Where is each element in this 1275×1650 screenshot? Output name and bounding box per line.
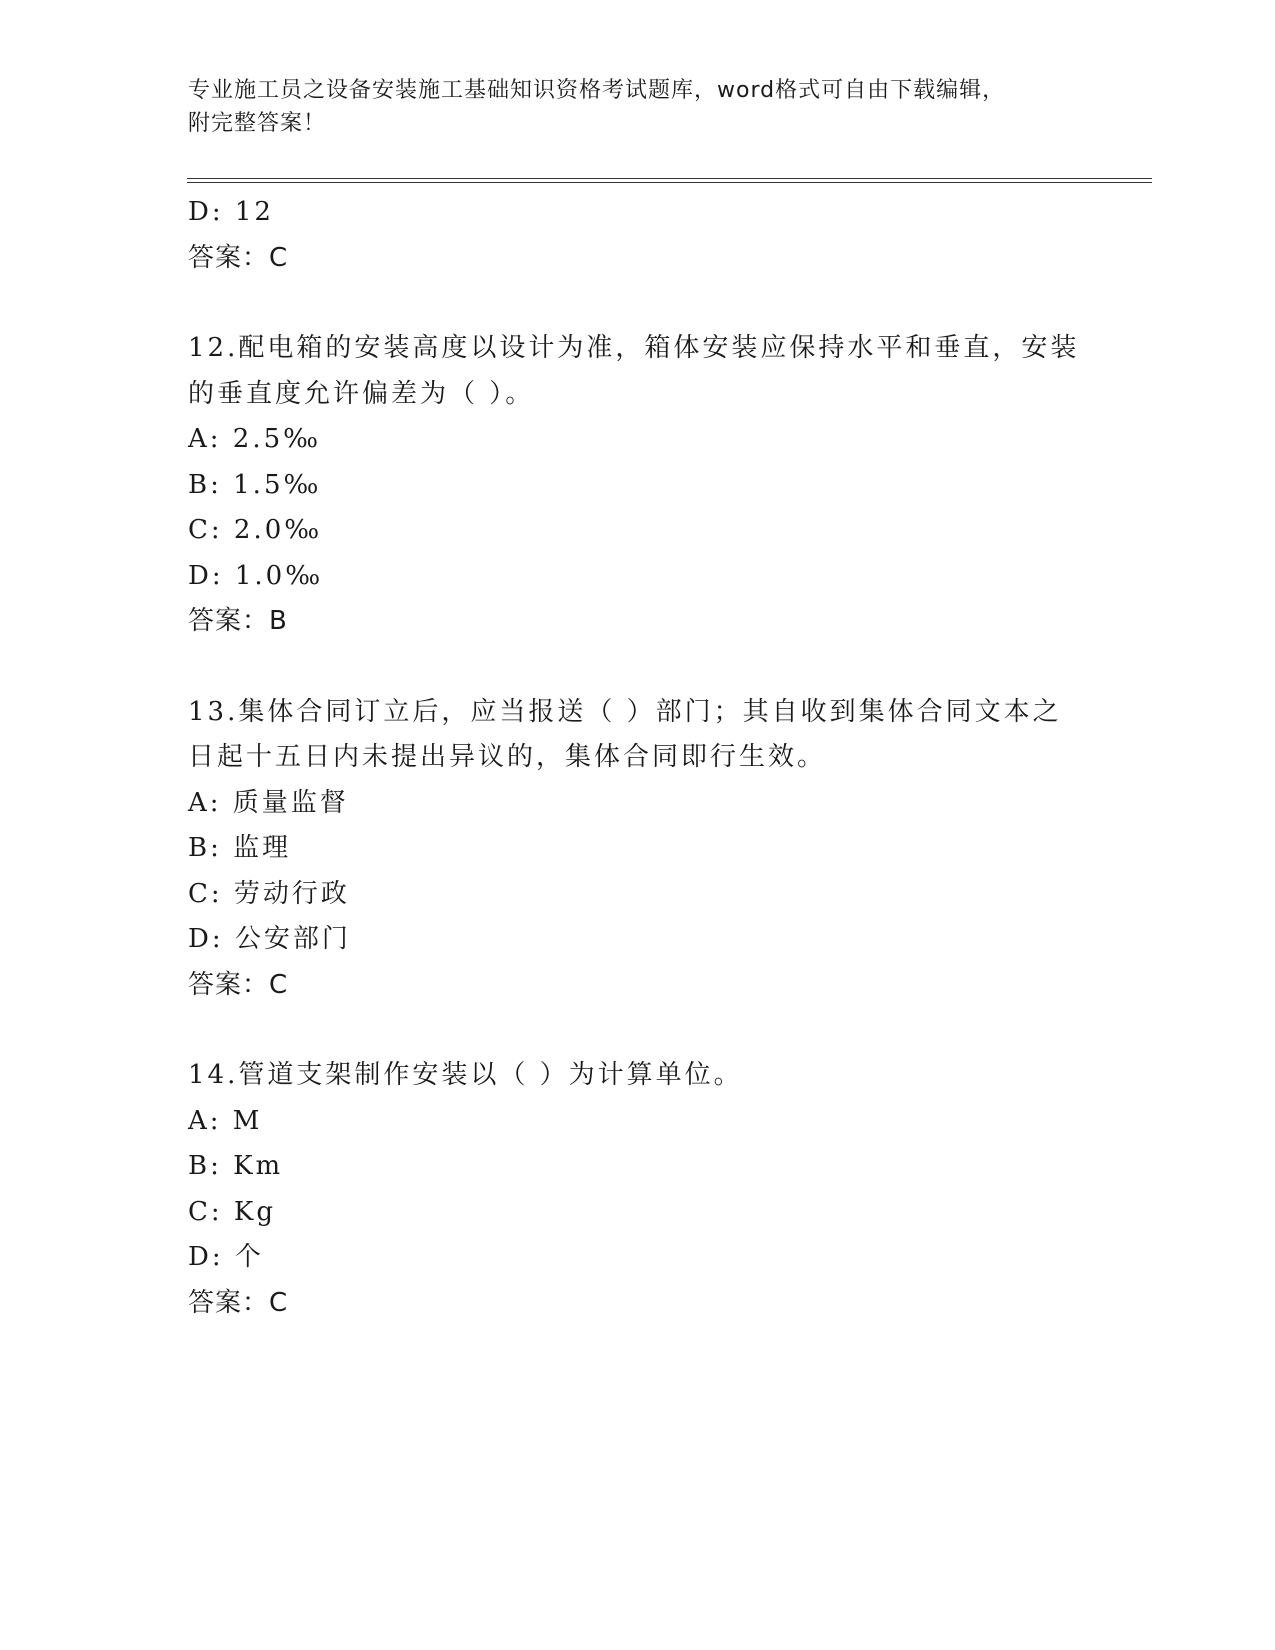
header-line-1: 专业施工员之设备安装施工基础知识资格考试题库，word格式可自由下载编辑， <box>188 78 1006 103</box>
question-12 <box>188 326 1088 645</box>
answer-line: 答案：C <box>188 242 289 273</box>
question-text-line-1: 14.管道支架制作安装以（ ）为计算单位。 <box>188 1060 743 1090</box>
answer-line: 答案：C <box>188 969 289 1000</box>
question-13 <box>188 690 1088 1009</box>
option-d: D: 1.0‰ <box>188 560 324 591</box>
question-text-line-2: 日起十五日内未提出异议的，集体合同即行生效。 <box>188 742 827 772</box>
option-b: B: Km <box>188 1151 284 1181</box>
answer-line: 答案：C <box>188 1287 289 1318</box>
previous-question-tail <box>188 190 1088 281</box>
question-text-line-1: 13.集体合同订立后，应当报送（ ）部门；其自收到集体合同文本之 <box>188 696 1062 727</box>
option-a: A: M <box>188 1105 263 1136</box>
spacer <box>188 645 1088 690</box>
answer-line: 答案：B <box>188 606 288 636</box>
option-c: C: 劳动行政 <box>188 878 350 909</box>
question-text-line-1: 12.配电箱的安装高度以设计为准，箱体安装应保持水平和垂直，安装 <box>188 333 1080 363</box>
option-b: B: 监理 <box>188 833 292 863</box>
header-line-2: 附完整答案！ <box>188 111 327 136</box>
header-divider-top <box>187 178 1152 179</box>
question-text-line-2: 的垂直度允许偏差为（ ）。 <box>188 378 535 409</box>
spacer <box>188 281 1088 326</box>
option-d: D: 个 <box>188 1242 264 1272</box>
document-header <box>188 74 1068 140</box>
option-c: C: 2.0‰ <box>188 515 323 545</box>
question-14 <box>188 1053 1088 1326</box>
header-divider-bottom <box>187 182 1152 183</box>
question-content <box>188 190 1088 1326</box>
option-d: D: 12 <box>188 197 274 227</box>
option-d: D: 公安部门 <box>188 924 351 954</box>
option-a: A: 2.5‰ <box>188 424 322 454</box>
spacer <box>188 1008 1088 1053</box>
option-c: C: Kg <box>188 1196 276 1227</box>
option-b: B: 1.5‰ <box>188 469 322 500</box>
option-a: A: 质量监督 <box>188 787 349 818</box>
